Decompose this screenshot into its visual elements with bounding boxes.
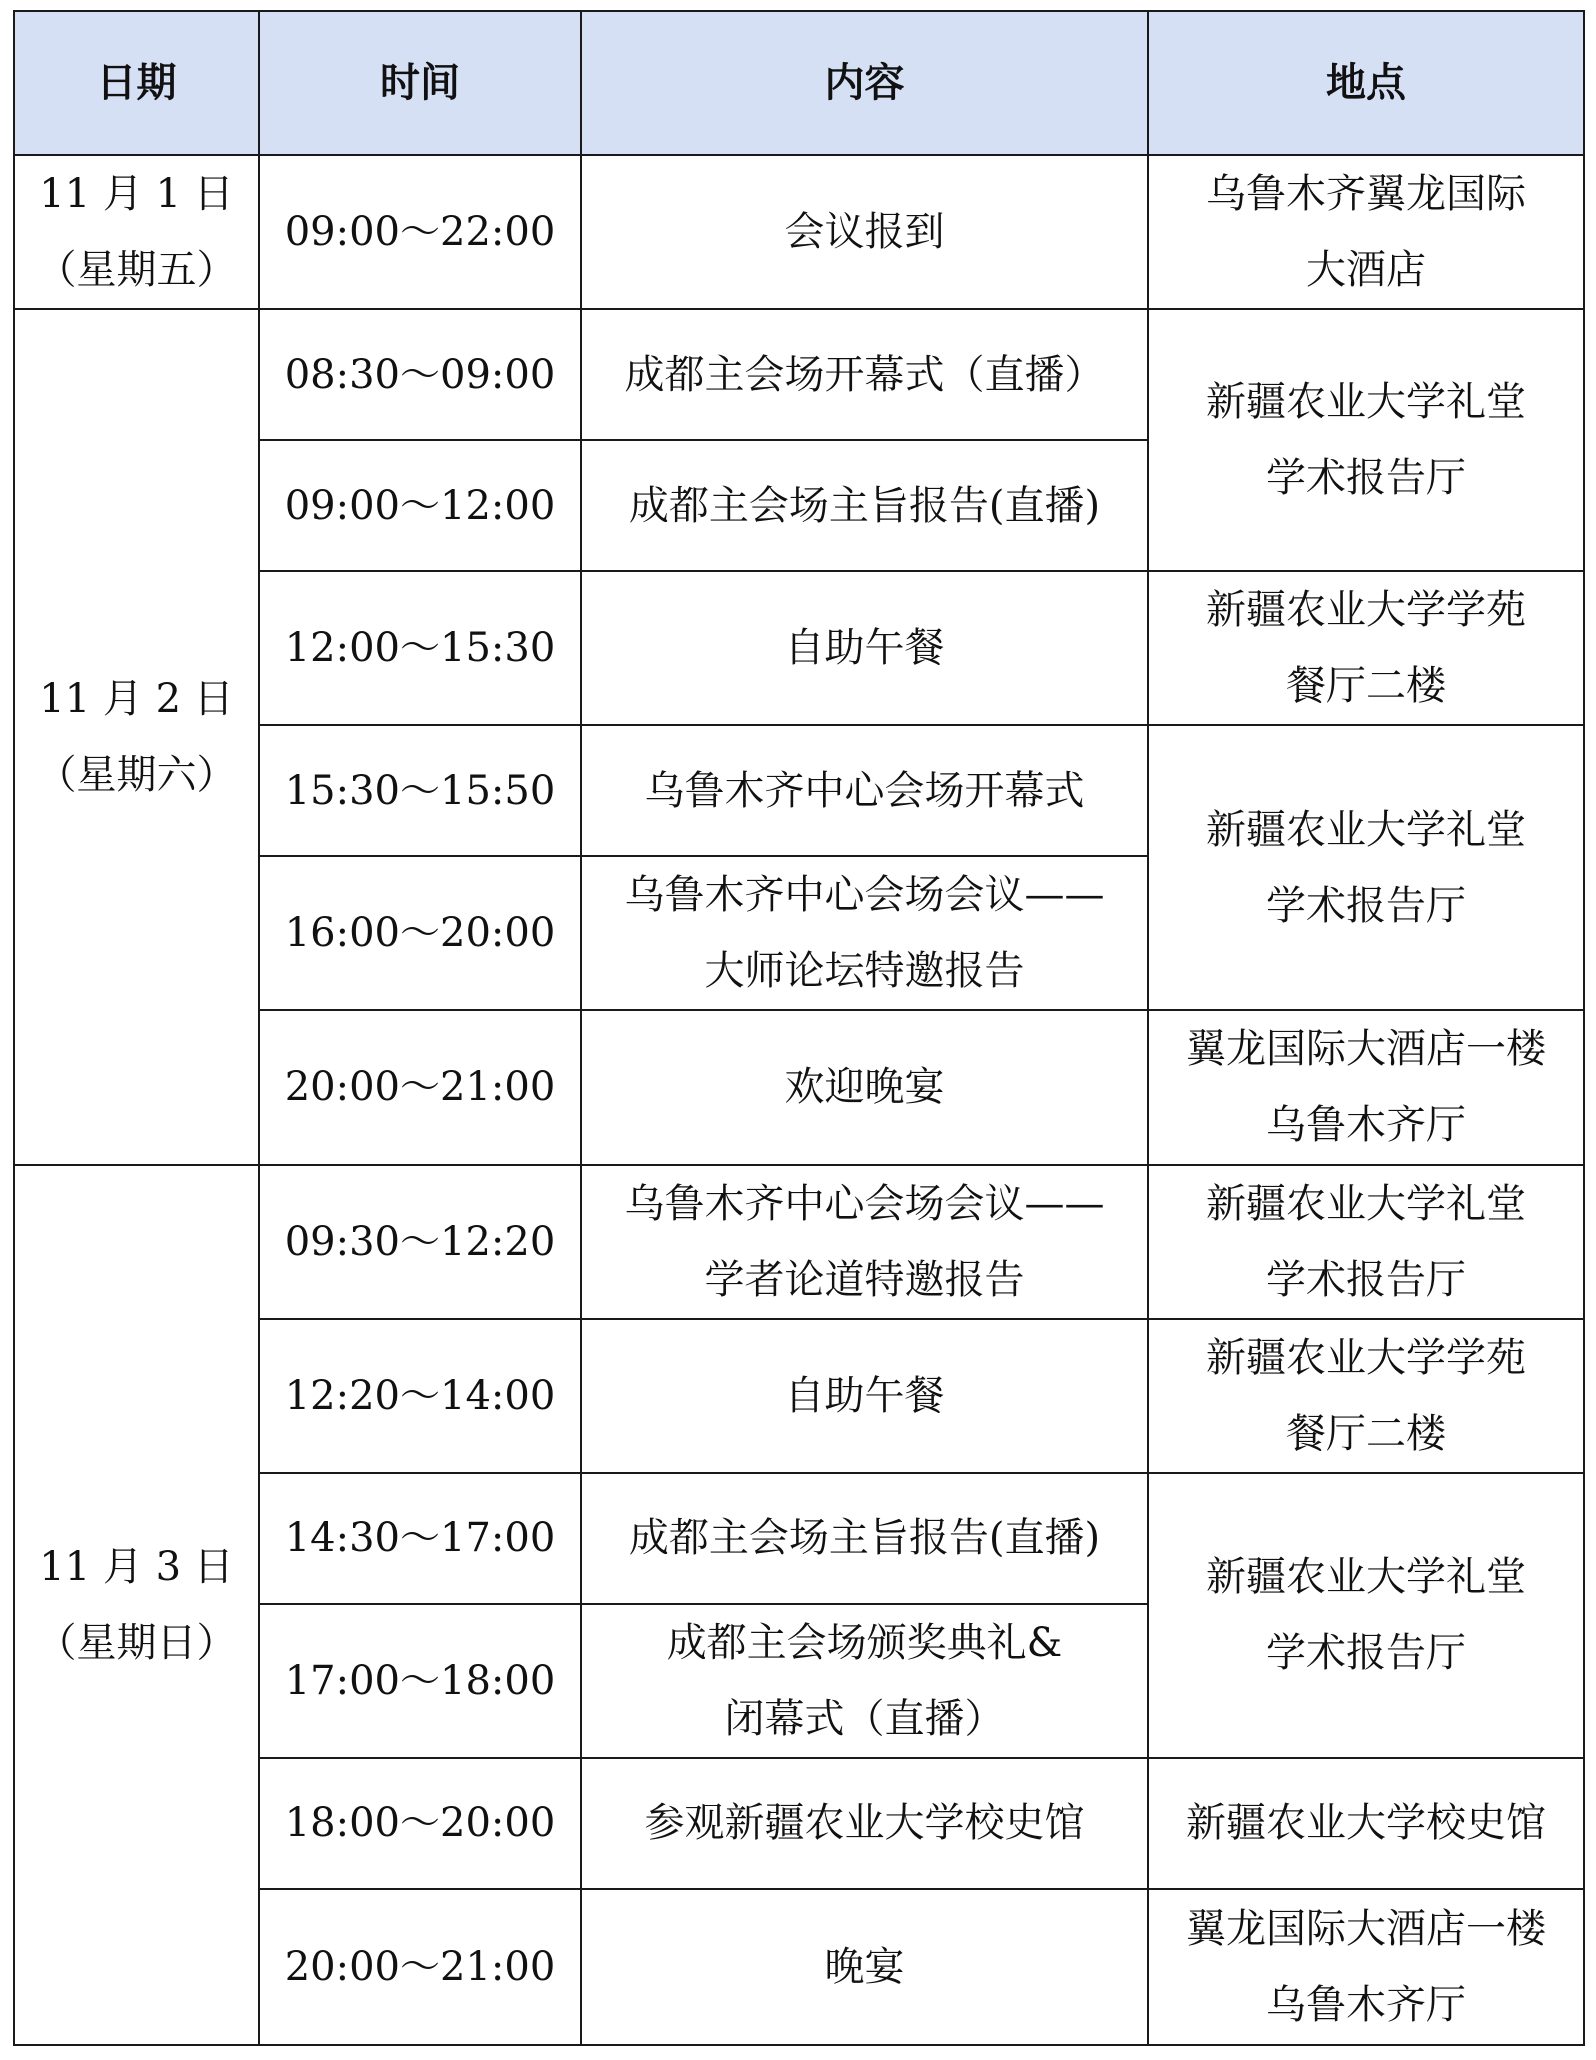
- table-row: [14, 1165, 1584, 1319]
- content-line: 参观新疆农业大学校史馆: [644, 1800, 1085, 1847]
- content-cell: [581, 725, 1148, 856]
- location-cell: [1148, 725, 1584, 1010]
- date-text: 11 月 3 日: [39, 1543, 234, 1590]
- location-line: 学术报告厅: [1266, 882, 1466, 929]
- time-cell: 20:00～21:00: [259, 1010, 581, 1164]
- location-line: 餐厅二楼: [1286, 663, 1446, 710]
- date-text: 11 月 2 日: [39, 675, 234, 722]
- location-line: 翼龙国际大酒店一楼: [1186, 1026, 1546, 1073]
- date-cell: [14, 309, 259, 1164]
- location-cell: [1148, 1010, 1584, 1164]
- location-line: 乌鲁木齐厅: [1266, 1981, 1466, 2028]
- location-line: 乌鲁木齐翼龙国际: [1206, 171, 1526, 218]
- date-cell: [14, 155, 259, 309]
- location-cell: [1148, 571, 1584, 725]
- time-cell: 20:00～21:00: [259, 1889, 581, 2045]
- location-cell: [1148, 155, 1584, 309]
- content-line: 晚宴: [824, 1943, 905, 1990]
- time-cell: 17:00～18:00: [259, 1604, 581, 1758]
- content-line: 自助午餐: [784, 625, 945, 672]
- content-line: 乌鲁木齐中心会场会议——: [624, 1180, 1105, 1227]
- content-cell: [581, 1010, 1148, 1164]
- header-location: 地点: [1148, 11, 1584, 155]
- content-cell: [581, 440, 1148, 571]
- location-cell: [1148, 1165, 1584, 1319]
- table-row: [14, 309, 1584, 440]
- header-date: 日期: [14, 11, 259, 155]
- content-cell: [581, 1758, 1148, 1889]
- location-cell: [1148, 1889, 1584, 2045]
- content-line: 大师论坛特邀报告: [704, 948, 1025, 995]
- content-cell: [581, 1319, 1148, 1473]
- time-cell: 09:30～12:20: [259, 1165, 581, 1319]
- location-line: 学术报告厅: [1266, 1256, 1466, 1303]
- date-cell: [14, 1165, 259, 2046]
- header-content: 内容: [581, 11, 1148, 155]
- time-cell: 12:20～14:00: [259, 1319, 581, 1473]
- location-line: 餐厅二楼: [1286, 1410, 1446, 1457]
- location-line: 大酒店: [1306, 247, 1426, 294]
- time-cell: 09:00～12:00: [259, 440, 581, 571]
- content-line: 成都主会场主旨报告(直播): [628, 482, 1101, 529]
- table-row: [14, 155, 1584, 309]
- date-text: 11 月 1 日: [39, 171, 234, 218]
- schedule-table: [13, 10, 1585, 2046]
- time-cell: 15:30～15:50: [259, 725, 581, 856]
- content-cell: [581, 1473, 1148, 1604]
- header-time: 时间: [259, 11, 581, 155]
- content-line: 成都主会场主旨报告(直播): [628, 1515, 1101, 1562]
- content-cell: [581, 1889, 1148, 2045]
- header-row: [14, 11, 1584, 155]
- location-line: 新疆农业大学学苑: [1206, 587, 1526, 634]
- location-cell: [1148, 1473, 1584, 1758]
- time-cell: 12:00～15:30: [259, 571, 581, 725]
- content-cell: [581, 309, 1148, 440]
- content-line: 乌鲁木齐中心会场开幕式: [644, 767, 1085, 814]
- location-line: 新疆农业大学礼堂: [1206, 1554, 1526, 1601]
- content-line: 自助午餐: [784, 1372, 945, 1419]
- time-cell: 09:00～22:00: [259, 155, 581, 309]
- location-line: 学术报告厅: [1266, 455, 1466, 502]
- weekday-text: （星期六）: [36, 751, 237, 798]
- content-line: 乌鲁木齐中心会场会议——: [624, 872, 1105, 919]
- location-line: 新疆农业大学礼堂: [1206, 806, 1526, 853]
- location-line: 新疆农业大学学苑: [1206, 1334, 1526, 1381]
- content-line: 成都主会场开幕式（直播）: [624, 351, 1105, 398]
- location-line: 乌鲁木齐厅: [1266, 1102, 1466, 1149]
- content-line: 成都主会场颁奖典礼&: [666, 1619, 1063, 1666]
- content-cell: [581, 1604, 1148, 1758]
- content-cell: [581, 155, 1148, 309]
- location-cell: [1148, 309, 1584, 571]
- content-line: 欢迎晚宴: [784, 1064, 945, 1111]
- location-cell: [1148, 1319, 1584, 1473]
- location-line: 新疆农业大学礼堂: [1206, 379, 1526, 426]
- content-cell: [581, 571, 1148, 725]
- weekday-text: （星期日）: [36, 1619, 237, 1666]
- location-line: 新疆农业大学礼堂: [1206, 1180, 1526, 1227]
- content-line: 学者论道特邀报告: [704, 1256, 1025, 1303]
- time-cell: 08:30～09:00: [259, 309, 581, 440]
- content-line: 闭幕式（直播）: [724, 1695, 1005, 1742]
- time-cell: 14:30～17:00: [259, 1473, 581, 1604]
- content-cell: [581, 1165, 1148, 1319]
- location-line: 学术报告厅: [1266, 1630, 1466, 1677]
- time-cell: 18:00～20:00: [259, 1758, 581, 1889]
- location-line: 翼龙国际大酒店一楼: [1186, 1905, 1546, 1952]
- location-line: 新疆农业大学校史馆: [1186, 1800, 1546, 1847]
- content-line: 会议报到: [784, 209, 945, 256]
- weekday-text: （星期五）: [36, 247, 237, 294]
- content-cell: [581, 856, 1148, 1010]
- time-cell: 16:00～20:00: [259, 856, 581, 1010]
- location-cell: [1148, 1758, 1584, 1889]
